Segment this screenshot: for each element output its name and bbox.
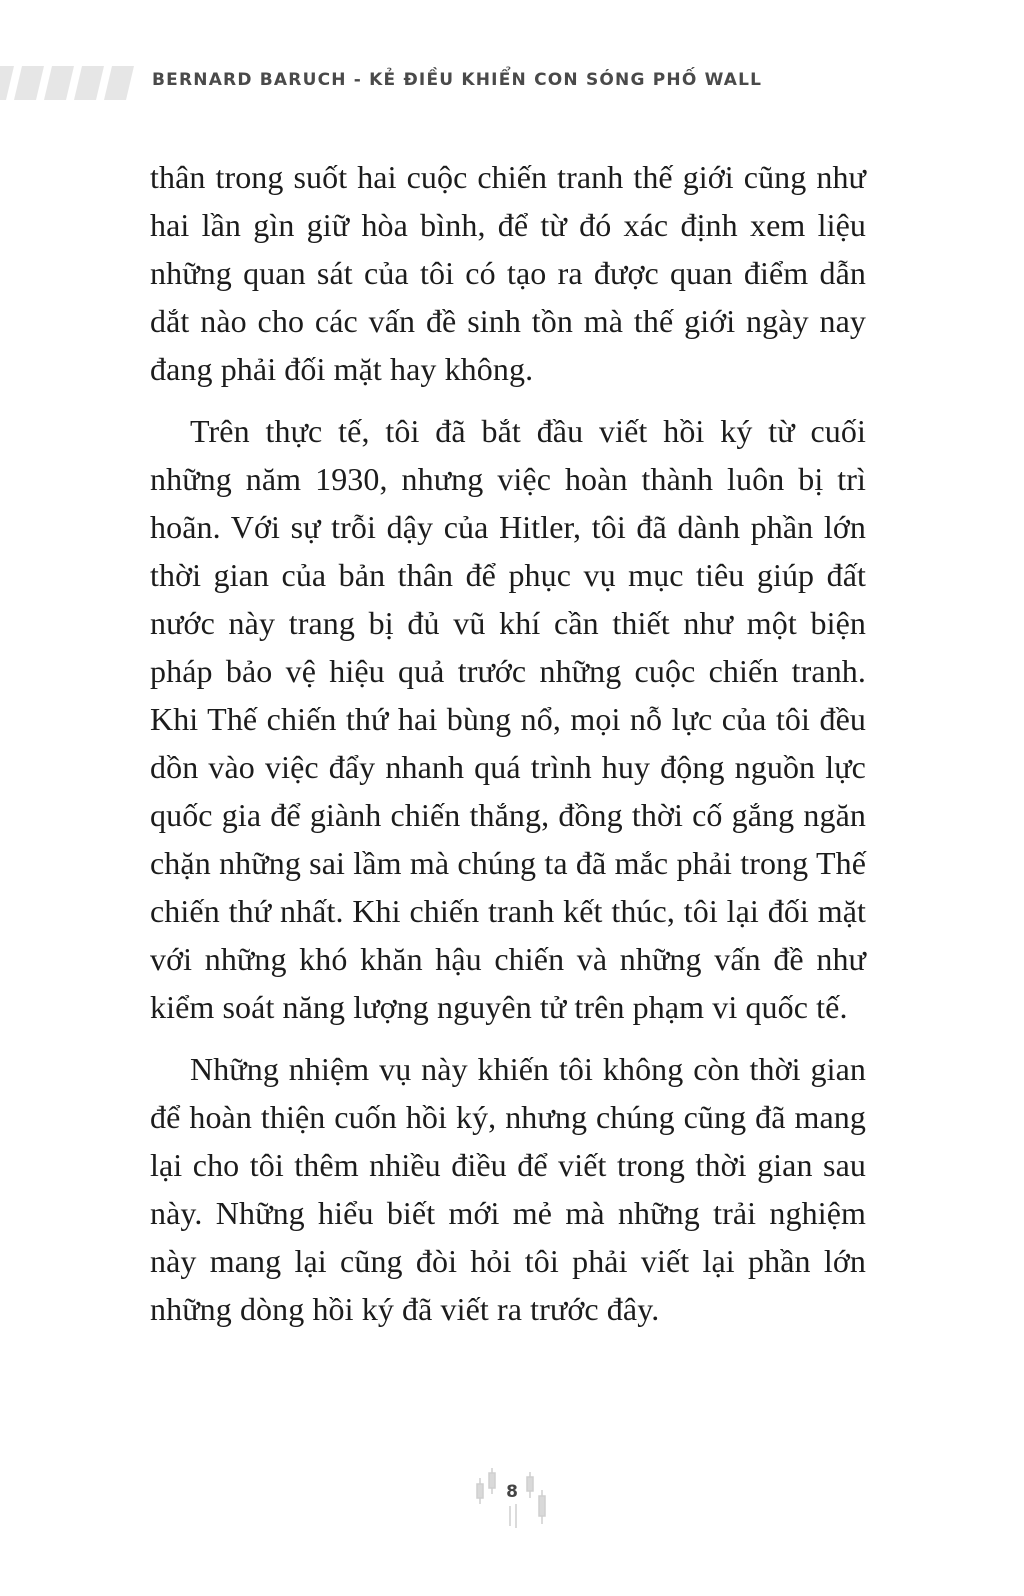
paragraph: Trên thực tế, tôi đã bắt đầu viết hồi ký từ cuối những năm 1930, nhưng việc hoàn thành luôn bị trì hoãn. Với sự trỗi dậy của Hitler, tôi đã dành phần lớn thời gian của bản thân để phục vụ mục tiêu giúp đất nước này trang bị đủ vũ khí cần thiết như một biện pháp bảo vệ hiệu quả trước những cuộc chiến tranh. Khi Thế chiến thứ hai bùng nổ, mọi nỗ lực của tôi đều dồn vào việc đẩy nhanh quá trình huy động nguồn lực quốc gia để giành chiến thắng, đồng thời cố gắng ngăn chặn những sai lầm mà chúng ta đã mắc phải trong Thế chiến thứ nhất. Khi chiến tranh kết thúc, tôi lại đối mặt với những khó khăn hậu chiến và những vấn đề như kiểm soát năng lượng nguyên tử trên phạm vi quốc tế. [150,413,866,1025]
page-footer [472,1464,552,1530]
running-title: BERNARD BARUCH - KẺ ĐIỀU KHIỂN CON SÓNG PHỐ WALL [152,70,763,90]
page-number: 8 [506,1482,518,1502]
paragraph: Những nhiệm vụ này khiến tôi không còn thời gian để hoàn thiện cuốn hồi ký, nhưng chúng cũng đã mang lại cho tôi thêm nhiều điều để viết trong thời gian sau này. Những hiểu biết mới mẻ mà những trải nghiệm này mang lại cũng đòi hỏi tôi phải viết lại phần lớn những dòng hồi ký đã viết ra trước đây. [150,1051,866,1327]
header-stripes-decoration [0,66,140,100]
paragraph-continued: thân trong suốt hai cuộc chiến tranh thế giới cũng như hai lần gìn giữ hòa bình, để từ đó xác định xem liệu những quan sát của tôi có tạo ra được quan điểm dẫn dắt nào cho các vấn đề sinh tồn mà thế giới ngày nay đang phải đối mặt hay không. [150,159,866,387]
page-body [150,153,866,1333]
running-header [0,66,1024,100]
